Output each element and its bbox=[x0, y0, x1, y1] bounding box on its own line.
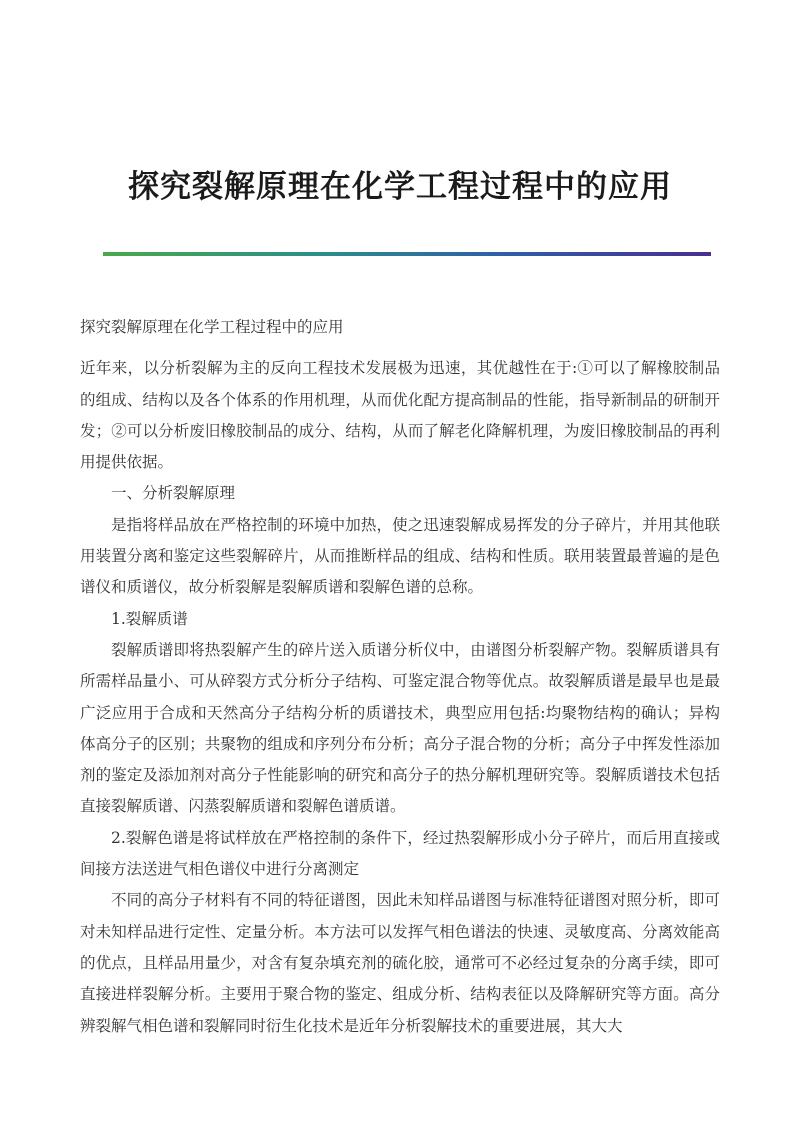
document-title: 探究裂解原理在化学工程过程中的应用 bbox=[128, 169, 672, 205]
document-body bbox=[80, 312, 720, 1042]
subsection-heading-pyms: 1.裂解质谱 bbox=[111, 609, 188, 628]
paragraph-intro: 近年来，以分析裂解为主的反向工程技术发展极为迅速，其优越性在于:①可以了解橡胶制品的组成、结构以及各个体系的作用机理，从而优化配方提高制品的性能，指导新制品的研制开发；②可以分析废旧橡胶制品的成分、结构，从而了解老化降解机理，为废旧橡胶制品的再利用提供依据。 bbox=[80, 359, 720, 472]
document-subtitle: 探究裂解原理在化学工程过程中的应用 bbox=[80, 318, 344, 336]
paragraph-pygc: 不同的高分子材料有不同的特征谱图，因此未知样品谱图与标准特征谱图对照分析，即可对未知样品进行定性、定量分析。本方法可以发挥气相色谱法的快速、灵敏度高、分离效能高的优点，且样品用量少，对含有复杂填充剂的硫化胶，通常可不必经过复杂的分离手续，即可直接进样裂解分析。主要用于聚合物的鉴定、组成分析、结构表征以及降解研究等方面。高分辨裂解气相色谱和裂解同时衍生化技术是近年分析裂解技术的重要进展，其大大 bbox=[80, 891, 720, 1035]
paragraph-principle: 是指将样品放在严格控制的环境中加热，使之迅速裂解成易挥发的分子碎片，并用其他联用装置分离和鉴定这些裂解碎片，从而推断样品的组成、结构和性质。联用装置最普遍的是色谱仪和质谱仪，故分析裂解是裂解质谱和裂解色谱的总称。 bbox=[80, 515, 720, 597]
section-heading-principle: 一、分析裂解原理 bbox=[111, 484, 236, 503]
title-divider bbox=[103, 252, 711, 256]
paragraph-pyms: 裂解质谱即将热裂解产生的碎片送入质谱分析仪中，由谱图分析裂解产物。裂解质谱具有所需样品量小、可从碎裂方式分析分子结构、可鉴定混合物等优点。故裂解质谱是最早也是最广泛应用于合成和天然高分子结构分析的质谱技术，典型应用包括:均聚物结构的确认；异构体高分子的区别；共聚物的组成和序列分布分析；高分子混合物的分析；高分子中挥发性添加剂的鉴定及添加剂对高分子性能影响的研究和高分子的热分解机理研究等。裂解质谱技术包括直接裂解质谱、闪蒸裂解质谱和裂解色谱质谱。 bbox=[80, 640, 720, 816]
paragraph-pygc-heading: 2.裂解色谱是将试样放在严格控制的条件下，经过热裂解形成小分子碎片，而后用直接或间接方法送进气相色谱仪中进行分离测定 bbox=[80, 828, 720, 879]
